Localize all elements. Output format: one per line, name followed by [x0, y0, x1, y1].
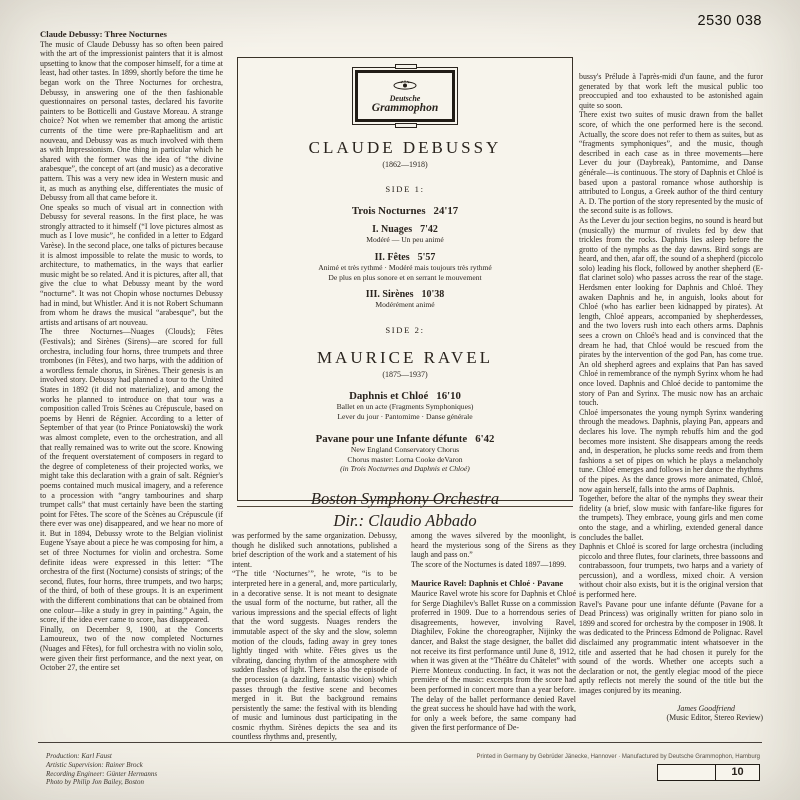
- work-subtitle: Ballet en un acte (Fragments Symphoniques): [336, 402, 474, 412]
- work-title-daphnis: [238, 390, 572, 402]
- movement-fetes: [238, 252, 572, 263]
- author-title: (Music Editor, Stereo Review): [666, 713, 763, 723]
- chorus-credit: New England Conservatory Chorus: [350, 444, 460, 454]
- paragraph: There exist two suites of music drawn from the ballet score, of which the one performed here is the second. Actually, the score does not refer to them as suites, but as “fragments symphoniques”, and the music, though described in each case as in three movements—here Lever du jour (Daybreak), Pantomime, and Danse générale—is continuous. The story of Daphnis et Chloé is based upon a pastoral romance whose authorship is attributed to Longus, a Greek author of the third century A. D. The portion of the story represented by the music of the second suite is as follows.: [579, 110, 763, 216]
- credit-line: Production: Karl Faust: [46, 752, 112, 760]
- work-subtitle: Lever du jour · Pantomime · Danse générale: [337, 411, 473, 421]
- ravel-section-heading: Maurice Ravel: Daphnis et Chloé · Pavane: [411, 579, 564, 589]
- paragraph: Together, before the altar of the nymphs they swear their fidelity (a brief, slow music with fanfare-like figures for the trumpets). They embrace, young girls and men come onto the stage, and a whirling, extended general dance concludes the ballet.: [579, 494, 763, 542]
- paragraph: “The title ‘Nocturnes’”, he wrote, “is to be interpreted here in a general, and, more particularly, in a decorative sense. It is not meant to designate the usual form of the nocturne, but rather, all the various impressions and the special effects of light that the word suggests. Nuages renders the immutable aspect of the sky and the slow, solemn motion of the clouds, fading away in grey tones lightly tinged with white. Fêtes gives us the vibrating, dancing rhythm of the atmosphere with sudden flashes of light. There is also the episode of the procession (a dazzling, fantastic vision) which passes through the festive scene and becomes merged in it. But the background remains persistently the same: the festival with its blending of music and luminous dust participating in the cosmic rhythm. Sirènes depicts the sea and its countless rhythms and, presently,: [232, 569, 397, 742]
- panel-bottom-rule: [237, 506, 573, 507]
- tempo-marking: Modéré — Un peu animé: [366, 235, 444, 244]
- credit-line: Recording Engineer: Günter Hermanns: [46, 769, 158, 778]
- paragraph: The score of the Nocturnes is dated 1897—1899.: [411, 559, 567, 569]
- paragraph: among the waves silvered by the moonlight, is heard the mysterious song of the Sirens as they laugh and pass on.”: [411, 531, 576, 560]
- tracklist-panel: [237, 57, 573, 531]
- paragraph: The music of Claude Debussy has so often been paired with the art of the impressionist painters that it is almost upsetting to know that the composer himself, for a time at least, had other tastes. In 1899, shortly before the time he began work on the Three Nocturnes for orchestra, Debussy, in answering one of the then fashionable questionnaires on personal tastes, declared his favorite painters to be Botticelli and Gustave Moreau. A strange choice? Not when we remember that among the artistic currents of the time were pre-Raphaelitism and art nouveau, and Debussy was as much involved with them as with Impressionism. One thing in particular which he shared with the former was the idea of “the divine arabesque”, the concept of art (and music) as a decorative pattern. This was a very new idea in Western music and it, as much as anything else, differentiates the music of Debussy from all that came before it.: [40, 39, 223, 203]
- movement-sirenes: [238, 289, 572, 300]
- right-text-column: [579, 72, 763, 723]
- paragraph: Daphnis et Chloé is scored for large orchestra (including piccolo and three flutes, four clarinets, three bassoons and contrabassoon, four trumpets, two harps and a variety of percussion), and a wordless, mixed choir. A version without choir also exists, but it is the original version that is performed here.: [579, 542, 763, 600]
- work-title-text: Trois Nocturnes: [351, 205, 426, 217]
- page-number-badge: 10: [716, 764, 760, 781]
- conductor-name: Dir.: Claudio Abbado: [333, 511, 477, 531]
- movement-duration: 5'57: [417, 251, 436, 263]
- middle-column-2: [411, 531, 576, 742]
- logo-brand-line2: Grammophon: [371, 102, 439, 114]
- composer-dates-ravel: (1875—1937): [382, 370, 428, 380]
- composer-dates-debussy: (1862—1918): [382, 160, 428, 169]
- left-text-column: [40, 30, 223, 673]
- work-duration: 6'42: [475, 432, 495, 445]
- author-signature: [579, 704, 763, 723]
- paragraph: As the Lever du jour section begins, no sound is heard but (musically) the murmur of rivulets fed by dew that trickles from the rocks. Daphnis lies asleep before the grotto of the nymphs as the day dawns. Bird songs are heard, and then, afar off, the sound of a shepherd (piccolo solo) leading his flock, followed by another shepherd (E-flat clarinet solo) who passes across the rear of the stage. Herdsmen enter looking for Daphnis and Chloé. They awaken Daphnis and he, in anguish, looks about for Chloé (who has earlier been kidnapped by pirates). At length, Chloé appears, accompanied by shepherdesses, and the two lovers rush into each others arms. Daphnis sees a crown on Chloé's head and is convinced that the dream he had, that Chloé would be rescued from the pirates by the intervention of the god Pan, has come true. An old shepherd agrees and explains that Pan has saved Chloé in remembrance of the nymph Syrinx whom he had once loved. Daphnis and Chloé decide to pantomime the story of Pan and Syrinx. The music now has an archaic touch.: [579, 215, 763, 408]
- tempo-marking: Animé et très rythmé · Modéré mais toujours très rythmé: [318, 262, 492, 272]
- paragraph: Ravel's Pavane pour une infante défunte (Pavane for a Dead Princess) was originally written for piano solo in 1899 and scored for orchestra by the composer in 1908. It was dedicated to the Princess Edmond de Polignac. Ravel disclaimed any programmatic intent whatsoever in the title and asserted that he had chosen it purely for the sound of the words. Whether one accepts such a declaration or not, the gently elegiac mood of the piece aptly reflects not merely the sound of the title but the images conjured by its meaning.: [579, 599, 763, 695]
- work-title-text: Daphnis et Chloé: [349, 390, 429, 403]
- catalog-number: 2530 038: [697, 13, 762, 29]
- paragraph: One speaks so much of visual art in connection with Debussy for several reasons. In the first place, he was strongly attracted to it himself (“I love pictures almost as much as I love music”, he confided in a letter to Edgard Varèse). In the second place, one talks of pictures because it is almost impossible to relate the music to words, to architecture, to mathematics, in the ways that earlier music might be so related. And it is pictures, after all, that give the clue to what Debussy meant by the word “nocturne”. It was not Chopin whose nocturnes Debussy had in mind, but Whistler. And it is not Robert Schumann from whom he draws the musical “arabesque”, but the artists and artisans of art nouveau.: [40, 202, 223, 327]
- middle-text-columns: [232, 531, 576, 742]
- chorus-note: (in Trois Nocturnes and Daphnis et Chloé): [340, 464, 470, 474]
- credit-line: Photo by Philip Jon Bailey, Boston: [46, 778, 144, 787]
- paragraph: Maurice Ravel wrote his score for Daphnis et Chloé for Serge Diaghilev's Ballet Russe on a commission proferred in 1909. Due to a horrendous series of disagreements, however, involving Ravel, Diaghilev, Fokine the choreographer, Nijinky the dancer, and Bakst the stage designer, the ballet did not receive its first performance until June 8, 1912, when it was given at the “Théâtre du Châtelet” with Pierre Monteux conducting. In fact, it was not the première of the music: excerpts from the score had been performed in concert more than a year before. The delay of the ballet performance denied Ravel the great success he should have had with the work, for only a week before, the same company had given the first performance of De-: [411, 588, 576, 733]
- dg-tulip-crest-icon: [362, 77, 448, 95]
- movement-duration: 7'42: [420, 224, 438, 235]
- movement-title-text: II. Fêtes: [374, 251, 410, 263]
- paragraph: Finally, on December 9, 1900, at the Concerts Lamoureux, two of the now completed Nocturnes (Nuages and Fêtes), for full orchestra with no violin solo, were given their first performance, and the next year, on October 27, the entire set: [40, 624, 223, 673]
- paragraph: The three Nocturnes—Nuages (Clouds); Fêtes (Festivals); and Sirènes (Sirens)—are scored for full orchestra, including four horns, three trumpets and three trombones (in Fêtes), and two harps, with the addition of a wordless female chorus, in Sirènes. Their genesis is an involved story. Debussy had planned a tour to the United States in 1892 (it did not materialize), and among the works he planned to introduce on that tour was a composition called Trois Scènes au Crépuscule, based on poems by Henri de Régnier. According to a letter of September of that year (to Prince Poniatowski) the work was almost complete, even to the orchestration, and all that really remained was to write out the score. Knowing of the frequent overstatement of composers in regard to the degree of completeness of their projected works, we might take this declaration with a grain of salt. Régnier's poems contained much musical imagery, and a reference to a procession with “angry tambourines and sharp trumpet calls” that must certainly have been the starting point for Fêtes. The score of the Scènes au Crépuscule (if there ever was one) disappeared, and we hear no more of it. But in 1894, Debussy wrote to the Belgian violinist Eugene Ysaye about a piece he was composing for him, a set of three Nocturnes for violin and orchestra. Some definite ideas were expressed in this letter: “The orchestra of the first (Nocturne) consists of strings; of the second, flutes, four horns, three trumpets, and two harps; of the third, of both of these groups. It is an experiment with the different combinations that can be obtained from one colour—like a study in grey in painting.” Again, the score, if the idea ever came to score, has disappeared.: [40, 327, 223, 625]
- work-duration: 24'17: [433, 205, 459, 217]
- movement-duration: 10'38: [421, 289, 445, 301]
- logo-outer-frame: [352, 67, 458, 125]
- tempo-marking: De plus en plus sonore et en serrant le mouvement: [328, 272, 482, 282]
- work-title-pavane: [238, 433, 572, 445]
- side2-label: SIDE 2:: [385, 325, 425, 336]
- logo-inner-frame: [355, 70, 455, 122]
- orchestra-name: Boston Symphony Orchestra: [310, 489, 500, 509]
- middle-column-1: [232, 531, 397, 742]
- left-column-heading: Claude Debussy: Three Nocturnes: [40, 29, 167, 39]
- paragraph: bussy's Prélude à l'après-midi d'un faune, and the furor generated by that work left the musical public too preoccupied and too exhausted to be astonished again quite so soon.: [579, 72, 763, 110]
- composer-name-debussy: CLAUDE DEBUSSY: [308, 138, 502, 157]
- deutsche-grammophon-logo: [352, 67, 458, 125]
- paragraph: Chloé impersonates the young nymph Syrinx wandering through the meadows. Daphnis, playing Pan, appears and declares his love. The nymph rebuffs him and the god becomes more insistent. She disappears among the reeds and, in desperation, he plucks some reeds and from them fashions a set of pipes on which he plays a melancholy tune. Chloé emerges and follows in her dance the rhythms of the pipes. As the dance grows more animated, Chloé, now again herself, falls into the arms of Daphnis.: [579, 407, 763, 494]
- page-number-boxes: [657, 764, 760, 781]
- tempo-marking: Modérément animé: [375, 300, 435, 310]
- production-credits: [46, 752, 157, 787]
- movement-title-text: III. Sirènes: [365, 289, 414, 301]
- chorus-master-credit: Chorus master: Lorna Cooke deVaron: [347, 454, 463, 464]
- author-name: James Goodfriend: [676, 703, 735, 713]
- print-manufacture-line: Printed in Germany by Gebrüder Jänecke, Hannover · Manufactured by Deutsche Grammophon, Hamburg: [476, 754, 760, 760]
- footer-rule: [38, 742, 762, 743]
- side1-label: SIDE 1:: [385, 184, 425, 194]
- logo-brand-line1: Deutsche: [389, 94, 421, 103]
- work-duration: 16'10: [436, 390, 461, 403]
- movement-nuages: [238, 224, 572, 235]
- composer-name-ravel: MAURICE RAVEL: [316, 348, 494, 368]
- work-title-trois-nocturnes: [238, 205, 572, 217]
- work-title-text: Pavane pour une Infante défunte: [315, 432, 468, 445]
- credit-line: Artistic Supervision: Rainer Brock: [46, 760, 143, 769]
- movement-title-text: I. Nuages: [372, 224, 413, 235]
- page-number-box-empty: [657, 764, 716, 781]
- paragraph: was performed by the same organization. Debussy, though he disliked such annotations, published a brief description of the work and a statement of his intent.: [232, 531, 397, 569]
